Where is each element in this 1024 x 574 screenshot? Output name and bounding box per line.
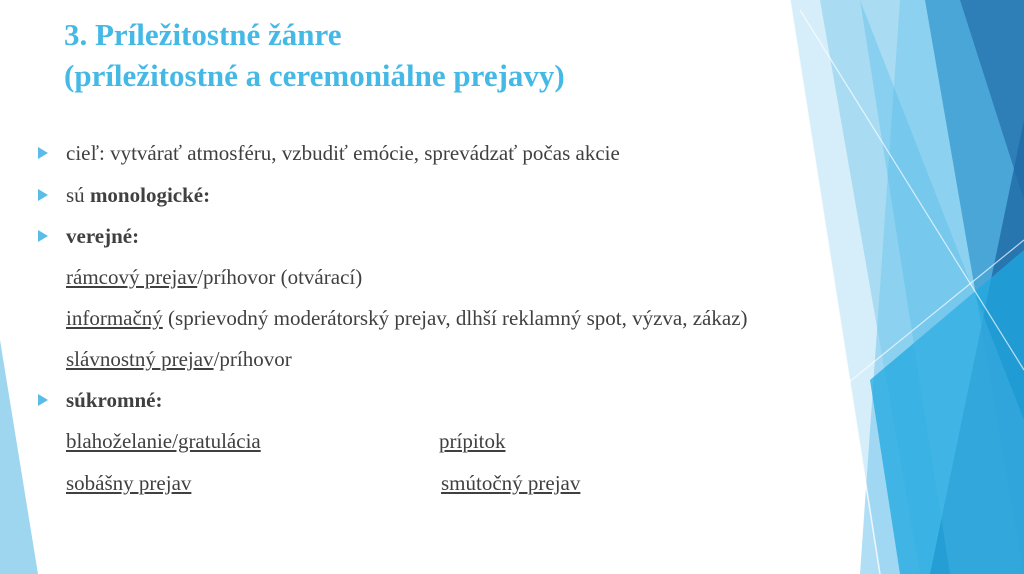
sobasny-text: sobášny prejav: [66, 471, 192, 495]
triangle-bullet-icon: [38, 189, 48, 201]
informacny-link: informačný: [66, 306, 163, 330]
ramcovy-rest: /príhovor (otvárací): [197, 265, 363, 289]
ramcovy-link: rámcový prejav: [66, 265, 198, 289]
slide-title-line2: (príležitostné a ceremoniálne prejavy): [64, 58, 565, 93]
su-prefix: sú: [66, 183, 90, 207]
triangle-bullet-icon: [38, 230, 48, 242]
pripitok-text: prípitok: [439, 429, 506, 453]
informacny-rest: (sprievodný moderátorský prejav, dlhší reklamný spot, výzva, zákaz): [162, 306, 748, 330]
slide-title-line1: 3. Príležitostné žánre: [64, 17, 342, 52]
sukromne-label: súkromné:: [66, 388, 163, 412]
triangle-bullet-icon: [38, 147, 48, 159]
monologicke-bold: monologické:: [89, 183, 211, 207]
slavnostny-rest: /príhovor: [213, 347, 292, 371]
slide-title: [64, 14, 784, 96]
slavnostny-link: slávnostný prejav: [66, 347, 214, 371]
verejne-label: verejné:: [66, 224, 140, 248]
smutocny-text: smútočný prejav: [441, 471, 581, 495]
triangle-bullet-icon: [38, 394, 48, 406]
blahozelanie-text: blahoželanie/gratulácia: [66, 429, 261, 453]
ciel-text: cieľ: vytvárať atmosféru, vzbudiť emócie, sprevádzať počas akcie: [66, 141, 620, 165]
